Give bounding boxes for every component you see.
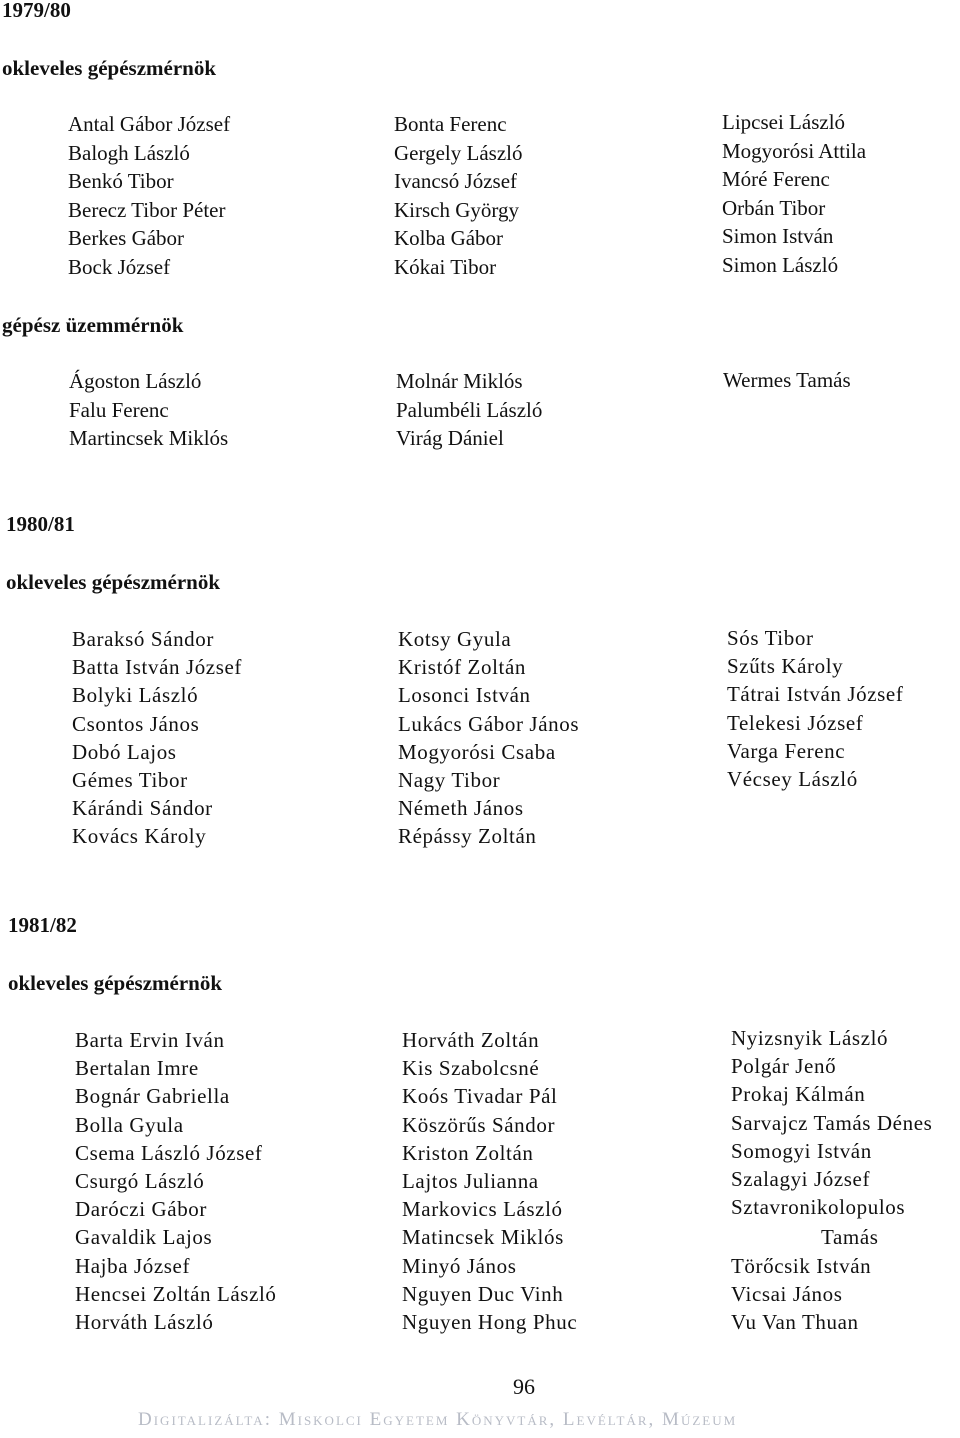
name-entry: Barta Ervin Iván	[75, 1028, 225, 1052]
name-entry: Berecz Tibor Péter	[68, 197, 226, 222]
group-title-gepeszmernok-1980: okleveles gépészmérnök	[6, 570, 221, 594]
name-entry: Ivancsó József	[394, 169, 518, 193]
name-entry: Nyizsnyik László	[731, 1026, 889, 1050]
name-entry: Matincsek Miklós	[402, 1225, 564, 1250]
name-entry: Bock József	[68, 254, 171, 279]
name-entry: Sztavronikolopulos	[731, 1195, 906, 1220]
name-entry: Falu Ferenc	[69, 397, 169, 422]
name-column-1	[69, 367, 228, 453]
name-entry: Prokaj Kálmán	[731, 1082, 866, 1107]
section-year-1980-81: 1980/81	[6, 512, 75, 536]
name-column-2	[398, 625, 579, 851]
name-entry: Kotsy Gyula	[398, 627, 512, 651]
name-entry: Gavaldik Lajos	[75, 1225, 213, 1250]
name-entry: Ágoston László	[69, 369, 202, 393]
name-entry: Kókai Tibor	[394, 254, 497, 279]
name-column-2	[396, 367, 542, 453]
name-entry: Markovics László	[402, 1197, 563, 1222]
name-entry: Wermes Tamás	[723, 368, 851, 392]
name-entry: Batta István József	[72, 655, 243, 680]
name-entry: Hencsei Zoltán László	[75, 1281, 277, 1306]
name-entry: Hajba József	[75, 1253, 191, 1278]
name-entry: Csema László József	[75, 1140, 263, 1165]
name-entry: Somogyi István	[731, 1138, 872, 1163]
name-entry: Répássy Zoltán	[398, 824, 537, 849]
section-year-1981-82: 1981/82	[8, 913, 77, 937]
name-entry: Koós Tivadar Pál	[402, 1084, 558, 1109]
group-title-gepeszmernok-1981: okleveles gépészmérnök	[8, 971, 223, 995]
name-entry: Bonta Ferenc	[394, 112, 507, 136]
name-entry: Bognár Gabriella	[75, 1084, 230, 1109]
name-entry: Bertalan Imre	[75, 1056, 199, 1081]
page-number: 96	[513, 1374, 535, 1399]
name-entry: Virág Dániel	[396, 426, 504, 450]
name-entry: Bolla Gyula	[75, 1112, 184, 1137]
name-entry: Balogh László	[68, 140, 190, 165]
name-entry: Kriston Zoltán	[402, 1140, 534, 1165]
name-entry: Kovács Károly	[72, 824, 207, 849]
name-entry: Vu Van Thuan	[731, 1309, 859, 1334]
name-entry: Kolba Gábor	[394, 226, 504, 250]
name-entry: Törőcsik István	[731, 1253, 872, 1278]
name-entry: Móré Ferenc	[722, 167, 830, 191]
group-title-gepeszmernok-1979: okleveles gépészmérnök	[2, 56, 217, 80]
name-entry: Mogyorósi Attila	[722, 138, 867, 163]
name-entry: Dobó Lajos	[72, 739, 177, 764]
name-column-3	[723, 366, 851, 395]
name-entry: Sarvajcz Tamás Dénes	[731, 1110, 933, 1135]
name-entry: Telekesi József	[727, 710, 864, 735]
name-entry: Csontos János	[72, 711, 200, 736]
name-entry: Gémes Tibor	[72, 767, 188, 792]
name-column-2	[394, 110, 522, 281]
name-column-3	[722, 108, 866, 279]
name-entry: Nagy Tibor	[398, 767, 501, 792]
name-entry: Simon István	[722, 224, 834, 248]
name-entry: Vécsey László	[727, 766, 858, 791]
name-entry: Molnár Miklós	[396, 369, 523, 393]
name-entry: Sós Tibor	[727, 626, 814, 650]
name-entry: Minyó János	[402, 1253, 517, 1278]
name-entry: Lukács Gábor János	[398, 711, 580, 736]
name-entry: Benkó Tibor	[68, 169, 174, 193]
name-column-1	[72, 625, 242, 851]
name-entry: Baraksó Sándor	[72, 627, 214, 651]
name-entry: Mogyorósi Csaba	[398, 739, 556, 764]
name-entry: Csurgó László	[75, 1168, 205, 1193]
name-column-1	[75, 1026, 277, 1336]
name-entry: Kristóf Zoltán	[398, 655, 526, 680]
name-entry: Kis Szabolcsné	[402, 1056, 540, 1081]
name-column-1	[68, 110, 230, 281]
name-entry: Köszörűs Sándor	[402, 1112, 556, 1137]
name-entry: Gergely László	[394, 140, 523, 165]
name-entry: Varga Ferenc	[727, 738, 846, 763]
name-entry: Szűts Károly	[727, 654, 844, 679]
name-entry: Tamás	[821, 1225, 879, 1250]
group-title-uzemmernok-1979: gépész üzemmérnök	[2, 313, 184, 337]
name-entry: Nguyen Duc Vinh	[402, 1281, 564, 1306]
name-entry: Szalagyi József	[731, 1166, 871, 1191]
name-entry: Németh János	[398, 796, 524, 821]
name-entry: Orbán Tibor	[722, 195, 826, 220]
name-entry: Simon László	[722, 252, 839, 277]
name-entry: Palumbéli László	[396, 397, 543, 422]
name-entry: Berkes Gábor	[68, 226, 185, 250]
name-entry: Horváth Zoltán	[402, 1028, 540, 1052]
name-column-3	[727, 624, 903, 793]
name-entry: Nguyen Hong Phuc	[402, 1309, 578, 1334]
name-entry: Lipcsei László	[722, 110, 846, 134]
name-entry: Martincsek Miklós	[69, 426, 229, 450]
name-entry: Polgár Jenő	[731, 1054, 837, 1079]
name-entry: Antal Gábor József	[68, 112, 231, 136]
name-entry: Lajtos Julianna	[402, 1168, 539, 1193]
name-entry: Daróczi Gábor	[75, 1197, 207, 1222]
name-entry: Kárándi Sándor	[72, 796, 213, 821]
name-entry: Kirsch György	[394, 197, 520, 222]
name-column-3	[731, 1024, 932, 1336]
digitization-footer: Digitalizálta: Miskolci Egyetem Könyvtár, Levéltár, Múzeum	[138, 1409, 738, 1430]
section-year-1979-80: 1979/80	[2, 0, 71, 22]
name-entry: Tátrai István József	[727, 682, 904, 707]
name-column-2	[402, 1026, 577, 1336]
name-entry: Bolyki László	[72, 683, 199, 708]
name-entry: Losonci István	[398, 683, 531, 708]
name-entry: Horváth László	[75, 1309, 214, 1334]
name-entry: Vicsai János	[731, 1281, 843, 1306]
